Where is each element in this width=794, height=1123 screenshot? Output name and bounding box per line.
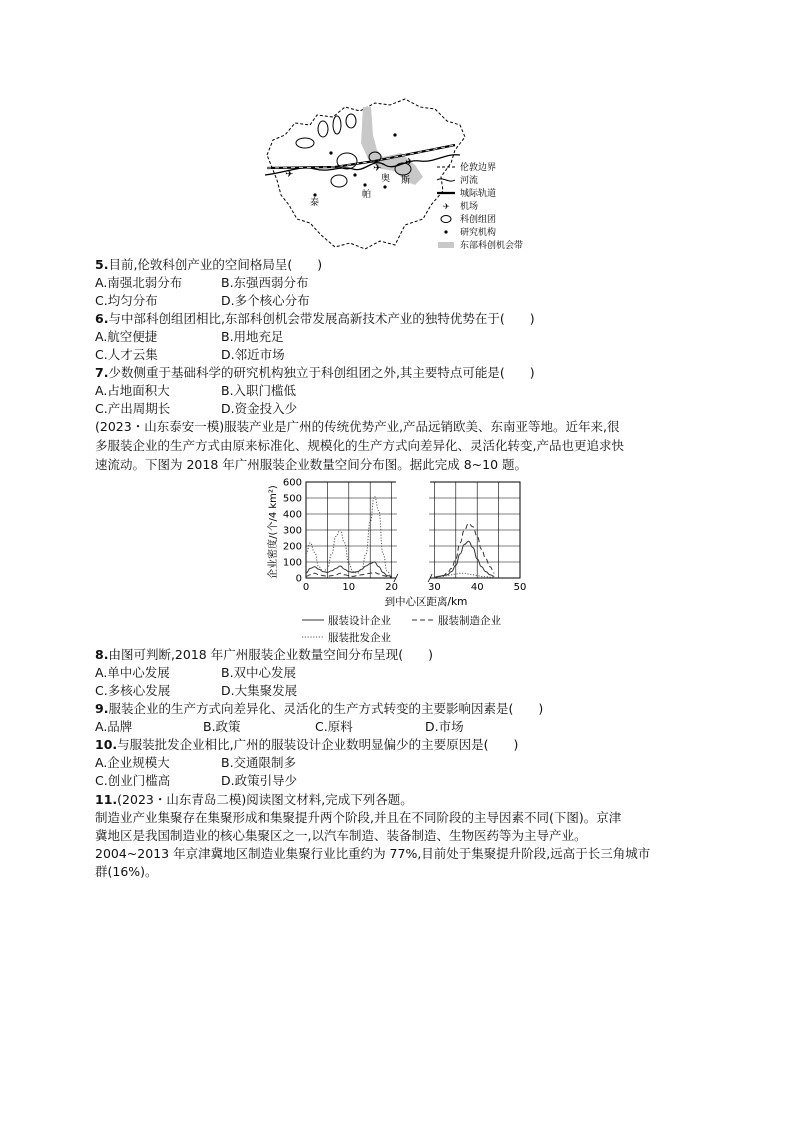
map-label: 帕 xyxy=(362,190,372,200)
x-tick-label: 20 xyxy=(385,582,398,593)
y-tick-label: 400 xyxy=(282,509,302,521)
svg-text:机场: 机场 xyxy=(460,202,479,212)
option: D.市场 xyxy=(425,719,464,734)
question-10-options-row2 xyxy=(95,772,297,790)
question-8: 8.由图可判断,2018 年广州服装企业数量空间分布呈现( ) xyxy=(95,647,433,662)
y-tick-label: 100 xyxy=(282,557,302,569)
x-tick-label: 30 xyxy=(428,582,441,593)
series-line-2 xyxy=(434,524,494,578)
x-tick-label: 0 xyxy=(302,582,310,593)
question-11: 11.(2023・山东青岛二模)阅读图文材料,完成下列各题。 xyxy=(95,792,413,807)
y-tick-label: 0 xyxy=(295,573,302,585)
option: D.大集聚发展 xyxy=(221,683,298,698)
y-tick-label: 300 xyxy=(282,525,302,537)
science-cluster xyxy=(318,121,328,137)
science-cluster xyxy=(333,116,341,134)
intro-line-1: (2023・山东泰安一模)服装产业是广州的传统优势产业,产品远销欧美、东南亚等地。近年来,很 xyxy=(95,419,620,434)
option: C.创业门槛高 xyxy=(95,773,171,788)
option: B.政策 xyxy=(203,719,241,734)
series-line-1 xyxy=(434,541,494,577)
map-label: 斯 xyxy=(401,176,411,186)
svg-text:科创组团: 科创组团 xyxy=(460,215,497,225)
question-5-options-row1 xyxy=(95,274,309,292)
intro-line-3: 速流动。下图为 2018 年广州服装企业数量空间分布图。据此完成 8~10 题。 xyxy=(95,457,528,472)
chart-legend xyxy=(302,614,501,644)
map-legend xyxy=(437,161,523,251)
map-label: 泰 xyxy=(310,198,320,208)
question-7-options-row2 xyxy=(95,400,297,418)
option: A.品牌 xyxy=(95,719,133,734)
option: C.产出周期长 xyxy=(95,401,171,416)
legend-label: 服装制造企业 xyxy=(438,615,501,627)
question-6-options-row2 xyxy=(95,346,285,364)
option: B.双中心发展 xyxy=(221,665,297,680)
question-11-para-2: 冀地区是我国制造业的核心集聚区之一,以汽车制造、装备制造、生物医药等为主导产业。 xyxy=(95,828,587,843)
airport-icon: ✈ xyxy=(285,169,294,180)
svg-text:研究机构: 研究机构 xyxy=(460,228,497,238)
option: C.均匀分布 xyxy=(95,293,158,308)
chart-ylabel: 企业密度/(个/4 km²) xyxy=(268,485,279,579)
question-5-options-row2 xyxy=(95,292,310,310)
option: D.资金投入少 xyxy=(221,401,298,416)
london-map-figure xyxy=(255,95,555,255)
option: C.原料 xyxy=(315,719,353,734)
intro-line-2: 多服装企业的生产方式由原来标准化、规模化的生产方式向差异化、灵活化转变,产品也更追求快 xyxy=(95,438,624,453)
legend-label: 服装批发企业 xyxy=(328,632,391,644)
question-9-options xyxy=(95,718,553,736)
science-cluster xyxy=(337,153,357,169)
option: A.航空便捷 xyxy=(95,329,158,344)
x-tick-label: 50 xyxy=(513,582,527,593)
x-tick-label: 40 xyxy=(470,582,484,593)
svg-text:伦敦边界: 伦敦边界 xyxy=(460,163,497,173)
svg-text:城际轨道: 城际轨道 xyxy=(460,189,497,199)
svg-text:河流: 河流 xyxy=(460,176,479,186)
option: D.政策引导少 xyxy=(221,773,298,788)
option: B.入职门槛低 xyxy=(221,383,297,398)
y-tick-label: 600 xyxy=(282,477,302,489)
y-tick-label: 500 xyxy=(282,493,302,505)
question-7-options-row1 xyxy=(95,382,296,400)
rail-line xyxy=(267,145,455,168)
question-11-para-4: 群(16%)。 xyxy=(95,864,158,879)
question-10-options-row1 xyxy=(95,754,296,772)
science-cluster xyxy=(331,175,347,187)
garment-density-chart xyxy=(262,474,542,646)
x-tick-label: 10 xyxy=(342,582,356,593)
option: A.南强北弱分布 xyxy=(95,275,183,290)
option: B.东强西弱分布 xyxy=(221,275,309,290)
question-6-options-row1 xyxy=(95,328,284,346)
chart-xlabel: 到中心区距离/km xyxy=(384,596,468,608)
question-11-para-3: 2004~2013 年京津冀地区制造业集聚行业比重约为 77%,目前处于集聚提升阶段,远高于长三角城市 xyxy=(95,846,651,861)
science-cluster xyxy=(346,114,356,128)
question-11-para-1: 制造业产业集聚存在集聚形成和集聚提升两个阶段,并且在不同阶段的主导因素不同(下图)。京津 xyxy=(95,810,622,825)
option: B.交通限制多 xyxy=(221,755,297,770)
question-8-options-row2 xyxy=(95,682,297,700)
option: A.占地面积大 xyxy=(95,383,170,398)
science-cluster xyxy=(296,138,314,148)
option: A.企业规模大 xyxy=(95,755,170,770)
east-opportunity-belt xyxy=(361,107,423,185)
y-tick-label: 200 xyxy=(282,541,302,553)
option: A.单中心发展 xyxy=(95,665,170,680)
axis-gap xyxy=(397,483,429,577)
svg-text:✈: ✈ xyxy=(443,202,450,211)
map-label: 奥 xyxy=(381,174,391,184)
svg-text:东部科创机会带: 东部科创机会带 xyxy=(460,241,524,251)
legend-label: 服装设计企业 xyxy=(328,615,391,627)
option: C.多核心发展 xyxy=(95,683,171,698)
option: D.多个核心分布 xyxy=(221,293,310,308)
question-6: 6.与中部科创组团相比,东部科创机会带发展高新技术产业的独特优势在于( ) xyxy=(95,311,535,326)
question-10: 10.与服装批发企业相比,广州的服装设计企业数明显偏少的主要原因是( ) xyxy=(95,737,519,752)
option: B.用地充足 xyxy=(221,329,284,344)
option: C.人才云集 xyxy=(95,347,158,362)
question-8-options-row1 xyxy=(95,664,296,682)
airport-icon: ✈ xyxy=(373,163,382,174)
question-7: 7.少数侧重于基础科学的研究机构独立于科创组团之外,其主要特点可能是( ) xyxy=(95,365,535,380)
airport-icon: ✈ xyxy=(405,157,414,168)
option: D.邻近市场 xyxy=(221,347,285,362)
question-9: 9.服装企业的生产方式向差异化、灵活化的生产方式转变的主要影响因素是( ) xyxy=(95,701,544,716)
question-5: 5.目前,伦敦科创产业的空间格局呈( ) xyxy=(95,257,323,272)
river-line xyxy=(265,155,460,175)
